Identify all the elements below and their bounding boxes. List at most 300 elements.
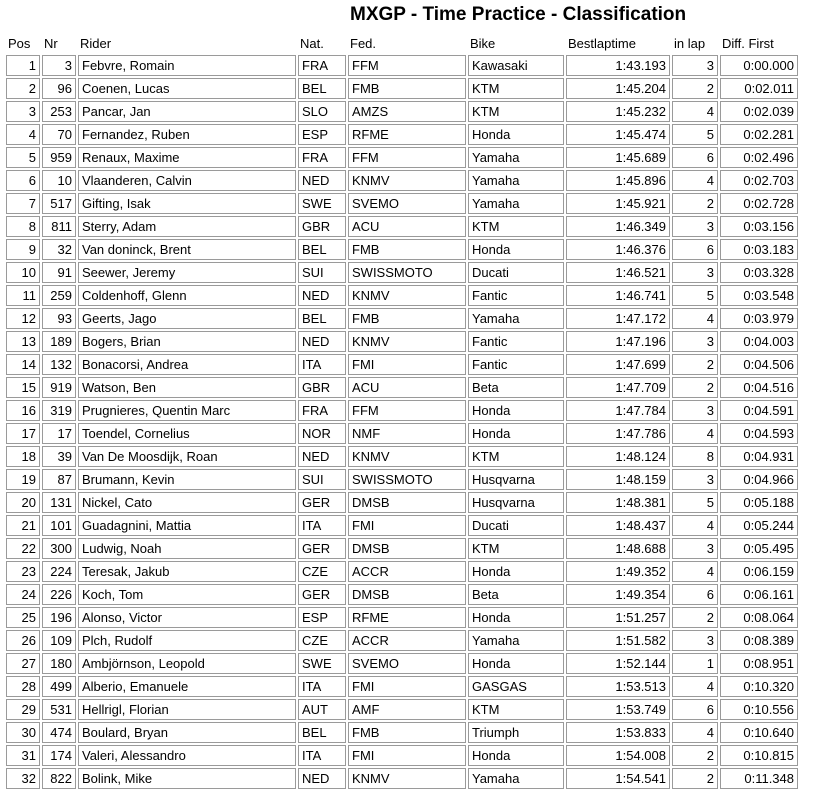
cell-nat: NOR — [298, 423, 346, 444]
cell-inlap: 3 — [672, 216, 718, 237]
cell-inlap: 4 — [672, 722, 718, 743]
cell-fed: DMSB — [348, 538, 466, 559]
table-row — [6, 78, 798, 99]
cell-nr: 70 — [42, 124, 76, 145]
cell-fed: AMZS — [348, 101, 466, 122]
cell-fed: AMF — [348, 699, 466, 720]
cell-bestlap: 1:48.437 — [566, 515, 670, 536]
cell-bestlap: 1:46.349 — [566, 216, 670, 237]
cell-diff: 0:03.328 — [720, 262, 798, 283]
cell-fed: FFM — [348, 55, 466, 76]
cell-nat: NED — [298, 331, 346, 352]
table-row — [6, 308, 798, 329]
cell-bike: Honda — [468, 561, 564, 582]
cell-bestlap: 1:53.749 — [566, 699, 670, 720]
cell-diff: 0:06.161 — [720, 584, 798, 605]
cell-inlap: 6 — [672, 147, 718, 168]
cell-nr: 224 — [42, 561, 76, 582]
cell-rider: Bonacorsi, Andrea — [78, 354, 296, 375]
cell-bestlap: 1:47.709 — [566, 377, 670, 398]
cell-bestlap: 1:49.352 — [566, 561, 670, 582]
cell-rider: Watson, Ben — [78, 377, 296, 398]
cell-bestlap: 1:45.204 — [566, 78, 670, 99]
cell-nat: SWE — [298, 653, 346, 674]
table-row — [6, 699, 798, 720]
cell-inlap: 3 — [672, 55, 718, 76]
header-row — [6, 34, 798, 53]
cell-nr: 226 — [42, 584, 76, 605]
cell-nr: 253 — [42, 101, 76, 122]
cell-diff: 0:04.591 — [720, 400, 798, 421]
cell-bike: Honda — [468, 653, 564, 674]
cell-bike: KTM — [468, 101, 564, 122]
table-row — [6, 584, 798, 605]
cell-pos: 18 — [6, 446, 40, 467]
cell-pos: 5 — [6, 147, 40, 168]
cell-diff: 0:08.951 — [720, 653, 798, 674]
cell-rider: Alberio, Emanuele — [78, 676, 296, 697]
cell-inlap: 4 — [672, 101, 718, 122]
cell-nat: ITA — [298, 515, 346, 536]
cell-pos: 10 — [6, 262, 40, 283]
cell-inlap: 2 — [672, 607, 718, 628]
cell-bestlap: 1:43.193 — [566, 55, 670, 76]
cell-bike: Fantic — [468, 354, 564, 375]
cell-pos: 13 — [6, 331, 40, 352]
cell-nat: FRA — [298, 55, 346, 76]
cell-bestlap: 1:45.232 — [566, 101, 670, 122]
cell-nr: 109 — [42, 630, 76, 651]
cell-pos: 24 — [6, 584, 40, 605]
cell-nr: 174 — [42, 745, 76, 766]
cell-inlap: 4 — [672, 676, 718, 697]
cell-inlap: 2 — [672, 768, 718, 789]
cell-fed: KNMV — [348, 331, 466, 352]
cell-diff: 0:03.548 — [720, 285, 798, 306]
cell-rider: Koch, Tom — [78, 584, 296, 605]
cell-bike: Honda — [468, 124, 564, 145]
cell-bike: Yamaha — [468, 630, 564, 651]
cell-pos: 28 — [6, 676, 40, 697]
cell-rider: Brumann, Kevin — [78, 469, 296, 490]
cell-rider: Vlaanderen, Calvin — [78, 170, 296, 191]
cell-bike: Yamaha — [468, 193, 564, 214]
cell-rider: Toendel, Cornelius — [78, 423, 296, 444]
cell-nr: 959 — [42, 147, 76, 168]
cell-fed: KNMV — [348, 446, 466, 467]
cell-inlap: 1 — [672, 653, 718, 674]
cell-nr: 39 — [42, 446, 76, 467]
cell-inlap: 3 — [672, 469, 718, 490]
table-row — [6, 170, 798, 191]
cell-nat: SWE — [298, 193, 346, 214]
table-row — [6, 653, 798, 674]
cell-nat: BEL — [298, 239, 346, 260]
cell-bike: Fantic — [468, 331, 564, 352]
table-row — [6, 722, 798, 743]
cell-rider: Geerts, Jago — [78, 308, 296, 329]
cell-nat: SLO — [298, 101, 346, 122]
cell-pos: 23 — [6, 561, 40, 582]
cell-fed: ACU — [348, 377, 466, 398]
cell-bike: Husqvarna — [468, 492, 564, 513]
cell-nr: 96 — [42, 78, 76, 99]
table-row — [6, 124, 798, 145]
cell-pos: 31 — [6, 745, 40, 766]
cell-nat: GER — [298, 492, 346, 513]
cell-fed: KNMV — [348, 285, 466, 306]
cell-nr: 300 — [42, 538, 76, 559]
cell-diff: 0:04.516 — [720, 377, 798, 398]
col-header-bestlap: Bestlaptime — [568, 36, 636, 51]
cell-pos: 1 — [6, 55, 40, 76]
cell-inlap: 6 — [672, 699, 718, 720]
cell-bike: Beta — [468, 584, 564, 605]
table-row — [6, 101, 798, 122]
cell-fed: FMI — [348, 354, 466, 375]
cell-rider: Seewer, Jeremy — [78, 262, 296, 283]
cell-rider: Gifting, Isak — [78, 193, 296, 214]
cell-bestlap: 1:46.741 — [566, 285, 670, 306]
cell-bike: KTM — [468, 699, 564, 720]
cell-diff: 0:02.703 — [720, 170, 798, 191]
cell-nat: BEL — [298, 78, 346, 99]
cell-pos: 11 — [6, 285, 40, 306]
cell-fed: FMB — [348, 308, 466, 329]
cell-pos: 6 — [6, 170, 40, 191]
cell-nr: 180 — [42, 653, 76, 674]
cell-inlap: 6 — [672, 239, 718, 260]
cell-diff: 0:03.979 — [720, 308, 798, 329]
cell-bike: KTM — [468, 446, 564, 467]
cell-bike: KTM — [468, 538, 564, 559]
cell-nr: 811 — [42, 216, 76, 237]
cell-bestlap: 1:54.541 — [566, 768, 670, 789]
cell-bike: Yamaha — [468, 308, 564, 329]
cell-pos: 25 — [6, 607, 40, 628]
cell-nr: 259 — [42, 285, 76, 306]
table-row — [6, 285, 798, 306]
cell-nat: CZE — [298, 630, 346, 651]
cell-pos: 15 — [6, 377, 40, 398]
cell-nat: NED — [298, 768, 346, 789]
cell-bike: Beta — [468, 377, 564, 398]
cell-pos: 26 — [6, 630, 40, 651]
table-row — [6, 216, 798, 237]
cell-inlap: 5 — [672, 285, 718, 306]
cell-pos: 7 — [6, 193, 40, 214]
classification-body — [6, 55, 798, 789]
cell-bike: GASGAS — [468, 676, 564, 697]
cell-fed: FMB — [348, 78, 466, 99]
table-row — [6, 607, 798, 628]
cell-bestlap: 1:48.124 — [566, 446, 670, 467]
cell-pos: 8 — [6, 216, 40, 237]
table-row — [6, 561, 798, 582]
cell-pos: 16 — [6, 400, 40, 421]
cell-diff: 0:04.003 — [720, 331, 798, 352]
cell-diff: 0:10.556 — [720, 699, 798, 720]
cell-diff: 0:03.156 — [720, 216, 798, 237]
table-row — [6, 492, 798, 513]
cell-bestlap: 1:53.833 — [566, 722, 670, 743]
cell-nr: 87 — [42, 469, 76, 490]
cell-nr: 3 — [42, 55, 76, 76]
table-row — [6, 515, 798, 536]
cell-bike: KTM — [468, 216, 564, 237]
cell-bestlap: 1:47.786 — [566, 423, 670, 444]
cell-nat: ITA — [298, 745, 346, 766]
cell-bike: Yamaha — [468, 170, 564, 191]
table-row — [6, 147, 798, 168]
cell-fed: ACCR — [348, 630, 466, 651]
cell-rider: Teresak, Jakub — [78, 561, 296, 582]
cell-rider: Bolink, Mike — [78, 768, 296, 789]
cell-pos: 32 — [6, 768, 40, 789]
cell-nr: 474 — [42, 722, 76, 743]
cell-fed: FFM — [348, 400, 466, 421]
cell-bike: KTM — [468, 78, 564, 99]
cell-rider: Van doninck, Brent — [78, 239, 296, 260]
cell-diff: 0:08.064 — [720, 607, 798, 628]
cell-diff: 0:10.815 — [720, 745, 798, 766]
cell-inlap: 5 — [672, 492, 718, 513]
table-row — [6, 423, 798, 444]
cell-bestlap: 1:45.896 — [566, 170, 670, 191]
cell-nat: NED — [298, 446, 346, 467]
cell-bike: Kawasaki — [468, 55, 564, 76]
cell-bestlap: 1:51.582 — [566, 630, 670, 651]
cell-diff: 0:02.039 — [720, 101, 798, 122]
cell-nat: BEL — [298, 722, 346, 743]
cell-pos: 9 — [6, 239, 40, 260]
cell-nat: GER — [298, 584, 346, 605]
table-row — [6, 193, 798, 214]
page-title-bar — [0, 4, 826, 26]
cell-inlap: 2 — [672, 78, 718, 99]
cell-fed: DMSB — [348, 584, 466, 605]
col-header-inlap: in lap — [674, 36, 706, 51]
cell-bike: Honda — [468, 423, 564, 444]
cell-nr: 132 — [42, 354, 76, 375]
cell-nat: NED — [298, 170, 346, 191]
table-row — [6, 377, 798, 398]
cell-bestlap: 1:47.172 — [566, 308, 670, 329]
cell-rider: Valeri, Alessandro — [78, 745, 296, 766]
cell-nat: GER — [298, 538, 346, 559]
cell-nr: 499 — [42, 676, 76, 697]
cell-nr: 32 — [42, 239, 76, 260]
cell-nr: 517 — [42, 193, 76, 214]
cell-fed: SWISSMOTO — [348, 469, 466, 490]
cell-rider: Ambjörnson, Leopold — [78, 653, 296, 674]
cell-pos: 4 — [6, 124, 40, 145]
cell-inlap: 8 — [672, 446, 718, 467]
cell-inlap: 2 — [672, 354, 718, 375]
cell-bestlap: 1:52.144 — [566, 653, 670, 674]
cell-inlap: 3 — [672, 262, 718, 283]
cell-fed: NMF — [348, 423, 466, 444]
cell-nr: 91 — [42, 262, 76, 283]
cell-diff: 0:02.281 — [720, 124, 798, 145]
cell-nr: 319 — [42, 400, 76, 421]
cell-bestlap: 1:46.376 — [566, 239, 670, 260]
cell-fed: KNMV — [348, 170, 466, 191]
cell-bestlap: 1:48.688 — [566, 538, 670, 559]
table-row — [6, 768, 798, 789]
cell-nat: FRA — [298, 400, 346, 421]
cell-nr: 10 — [42, 170, 76, 191]
cell-pos: 3 — [6, 101, 40, 122]
col-header-nr: Nr — [44, 36, 58, 51]
cell-bestlap: 1:45.921 — [566, 193, 670, 214]
cell-bike: Triumph — [468, 722, 564, 743]
cell-fed: FMB — [348, 722, 466, 743]
cell-bestlap: 1:46.521 — [566, 262, 670, 283]
cell-pos: 29 — [6, 699, 40, 720]
cell-pos: 2 — [6, 78, 40, 99]
table-row — [6, 354, 798, 375]
cell-bestlap: 1:45.474 — [566, 124, 670, 145]
cell-rider: Febvre, Romain — [78, 55, 296, 76]
cell-nat: SUI — [298, 262, 346, 283]
table-row — [6, 469, 798, 490]
cell-bike: Yamaha — [468, 768, 564, 789]
cell-diff: 0:04.931 — [720, 446, 798, 467]
cell-rider: Ludwig, Noah — [78, 538, 296, 559]
cell-diff: 0:08.389 — [720, 630, 798, 651]
cell-nr: 919 — [42, 377, 76, 398]
cell-diff: 0:10.320 — [720, 676, 798, 697]
cell-fed: ACCR — [348, 561, 466, 582]
cell-bestlap: 1:47.196 — [566, 331, 670, 352]
cell-rider: Bogers, Brian — [78, 331, 296, 352]
cell-diff: 0:04.593 — [720, 423, 798, 444]
col-header-diff: Diff. First — [722, 36, 774, 51]
cell-nat: AUT — [298, 699, 346, 720]
cell-bike: Fantic — [468, 285, 564, 306]
cell-bestlap: 1:47.784 — [566, 400, 670, 421]
cell-bestlap: 1:48.381 — [566, 492, 670, 513]
table-row — [6, 676, 798, 697]
cell-pos: 19 — [6, 469, 40, 490]
cell-rider: Fernandez, Ruben — [78, 124, 296, 145]
cell-diff: 0:03.183 — [720, 239, 798, 260]
cell-nat: GBR — [298, 377, 346, 398]
cell-inlap: 4 — [672, 423, 718, 444]
cell-nat: ITA — [298, 676, 346, 697]
cell-diff: 0:06.159 — [720, 561, 798, 582]
cell-fed: SVEMO — [348, 193, 466, 214]
cell-nr: 189 — [42, 331, 76, 352]
cell-pos: 12 — [6, 308, 40, 329]
cell-fed: FMB — [348, 239, 466, 260]
cell-rider: Nickel, Cato — [78, 492, 296, 513]
cell-pos: 30 — [6, 722, 40, 743]
cell-inlap: 3 — [672, 400, 718, 421]
cell-fed: RFME — [348, 607, 466, 628]
cell-rider: Guadagnini, Mattia — [78, 515, 296, 536]
table-row — [6, 446, 798, 467]
cell-fed: DMSB — [348, 492, 466, 513]
cell-pos: 17 — [6, 423, 40, 444]
cell-diff: 0:04.506 — [720, 354, 798, 375]
cell-fed: SVEMO — [348, 653, 466, 674]
cell-pos: 14 — [6, 354, 40, 375]
table-row — [6, 538, 798, 559]
cell-diff: 0:05.188 — [720, 492, 798, 513]
cell-fed: FMI — [348, 515, 466, 536]
cell-bike: Husqvarna — [468, 469, 564, 490]
cell-bike: Honda — [468, 607, 564, 628]
cell-nat: ESP — [298, 124, 346, 145]
table-row — [6, 331, 798, 352]
cell-fed: FMI — [348, 745, 466, 766]
cell-inlap: 2 — [672, 193, 718, 214]
cell-nat: NED — [298, 285, 346, 306]
cell-diff: 0:05.244 — [720, 515, 798, 536]
cell-bike: Yamaha — [468, 147, 564, 168]
cell-inlap: 3 — [672, 630, 718, 651]
cell-rider: Prugnieres, Quentin Marc — [78, 400, 296, 421]
table-row — [6, 239, 798, 260]
cell-bike: Honda — [468, 400, 564, 421]
cell-bestlap: 1:45.689 — [566, 147, 670, 168]
cell-diff: 0:00.000 — [720, 55, 798, 76]
cell-diff: 0:10.640 — [720, 722, 798, 743]
cell-inlap: 4 — [672, 515, 718, 536]
table-row — [6, 55, 798, 76]
table-row — [6, 745, 798, 766]
cell-pos: 27 — [6, 653, 40, 674]
cell-nat: FRA — [298, 147, 346, 168]
cell-fed: FFM — [348, 147, 466, 168]
cell-inlap: 5 — [672, 124, 718, 145]
cell-bestlap: 1:49.354 — [566, 584, 670, 605]
cell-rider: Alonso, Victor — [78, 607, 296, 628]
cell-nat: GBR — [298, 216, 346, 237]
cell-bike: Honda — [468, 745, 564, 766]
cell-nr: 17 — [42, 423, 76, 444]
cell-fed: FMI — [348, 676, 466, 697]
table-row — [6, 262, 798, 283]
cell-bestlap: 1:53.513 — [566, 676, 670, 697]
cell-diff: 0:02.011 — [720, 78, 798, 99]
cell-diff: 0:02.496 — [720, 147, 798, 168]
cell-fed: SWISSMOTO — [348, 262, 466, 283]
cell-nr: 531 — [42, 699, 76, 720]
cell-rider: Coldenhoff, Glenn — [78, 285, 296, 306]
cell-bestlap: 1:48.159 — [566, 469, 670, 490]
col-header-nat: Nat. — [300, 36, 324, 51]
cell-bestlap: 1:54.008 — [566, 745, 670, 766]
cell-inlap: 6 — [672, 584, 718, 605]
cell-bestlap: 1:51.257 — [566, 607, 670, 628]
cell-fed: ACU — [348, 216, 466, 237]
cell-bestlap: 1:47.699 — [566, 354, 670, 375]
table-row — [6, 400, 798, 421]
cell-diff: 0:11.348 — [720, 768, 798, 789]
cell-diff: 0:02.728 — [720, 193, 798, 214]
cell-rider: Van De Moosdijk, Roan — [78, 446, 296, 467]
cell-nat: SUI — [298, 469, 346, 490]
cell-nr: 131 — [42, 492, 76, 513]
cell-pos: 21 — [6, 515, 40, 536]
cell-inlap: 3 — [672, 538, 718, 559]
cell-rider: Pancar, Jan — [78, 101, 296, 122]
cell-nat: ESP — [298, 607, 346, 628]
cell-bike: Ducati — [468, 262, 564, 283]
